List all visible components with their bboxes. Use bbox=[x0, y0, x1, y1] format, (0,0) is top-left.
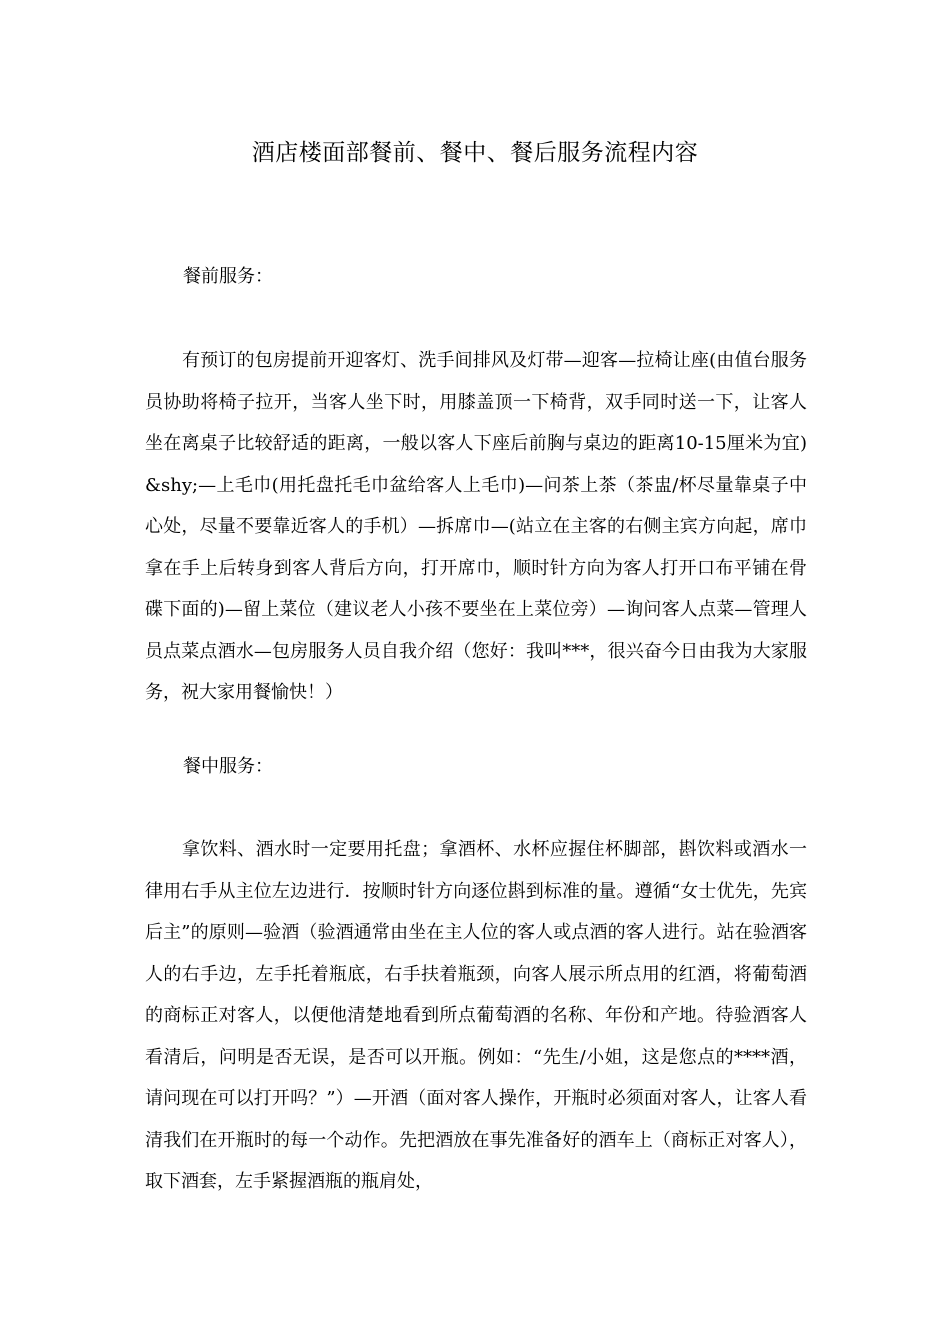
section-heading-during-meal: 餐中服务： bbox=[183, 756, 273, 777]
section-body-pre-meal: 有预订的包房提前开迎客灯、洗手间排风及灯带—迎客—拉椅让座(由值台服务员协助将椅子拉开，当客人坐下时，用膝盖顶一下椅背，双手同时送一下，让客人坐在离桌子比较舒适的距离，一般以客人下座后前胸与桌边的距离10-15厘米为宜)&shy;—上毛巾(用托盘托毛巾盆给客人上毛巾)—问茶上茶（茶盅/杯尽量靠桌子中心处，尽量不要靠近客人的手机）—拆席巾—(站立在主客的右侧主宾方向起，席巾拿在手上后转身到客人背后方向，打开席巾，顺时针方向为客人打开口布平铺在骨碟下面的)—留上菜位（建议老人小孩不要坐在上菜位旁）—询问客人点菜—管理人员点菜点酒水—包房服务人员自我介绍（您好：我叫***，很兴奋今日由我为大家服务，祝大家用餐愉快！） bbox=[145, 350, 807, 703]
section-heading-pre-meal: 餐前服务： bbox=[183, 266, 273, 287]
document-title: 酒店楼面部餐前、餐中、餐后服务流程内容 bbox=[251, 140, 699, 166]
section-body-during-meal: 拿饮料、酒水时一定要用托盘；拿酒杯、水杯应握住杯脚部，斟饮料或酒水一律用右手从主位左边进行．按顺时针方向逐位斟到标准的量。遵循“女士优先，先宾后主”的原则—验酒（验酒通常由坐在主人位的客人或点酒的客人进行。站在验酒客人的右手边，左手托着瓶底，右手扶着瓶颈，向客人展示所点用的红酒，将葡萄酒的商标正对客人，以便他清楚地看到所点葡萄酒的名称、年份和产地。待验酒客人看清后，问明是否无误，是否可以开瓶。例如：“先生/小姐，这是您点的****酒，请问现在可以打开吗？”）—开酒（面对客人操作，开瓶时必须面对客人，让客人看清我们在开瓶时的每一个动作。先把酒放在事先准备好的酒车上（商标正对客人），取下酒套，左手紧握酒瓶的瓶肩处， bbox=[145, 839, 807, 1192]
